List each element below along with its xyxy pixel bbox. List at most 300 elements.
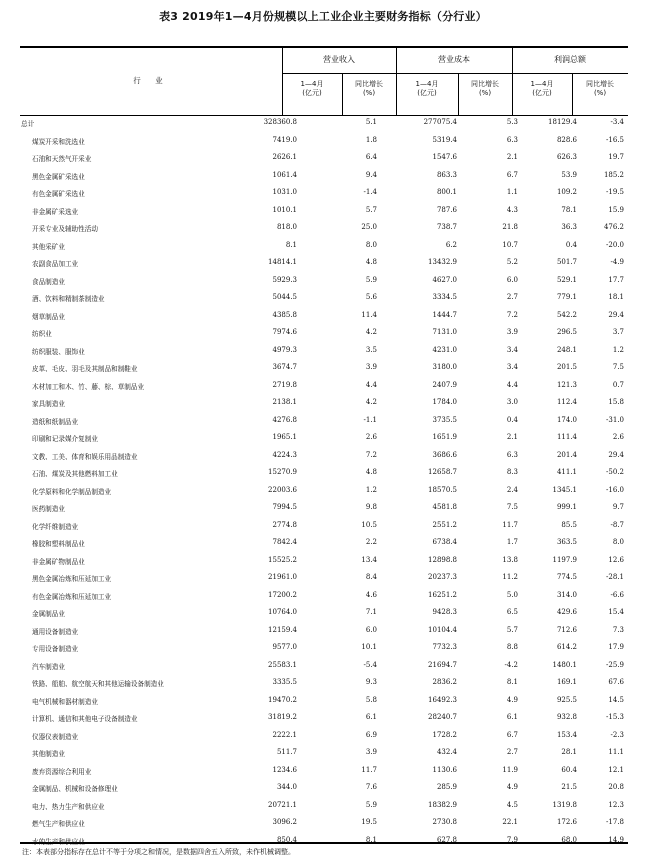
industry-name: 造纸和纸制品业 bbox=[32, 417, 79, 426]
table-row bbox=[20, 536, 628, 554]
profit-value: 169.1 bbox=[556, 678, 577, 686]
profit-growth: 8.0 bbox=[612, 538, 624, 546]
cost-growth: 5.2 bbox=[506, 258, 518, 266]
cost-growth: 7.5 bbox=[506, 503, 518, 511]
revenue-growth: 4.6 bbox=[365, 590, 377, 599]
cost-growth: 5.3 bbox=[506, 118, 518, 126]
cost-growth: 8.1 bbox=[506, 678, 518, 686]
cost-value: 9428.3 bbox=[432, 608, 457, 616]
profit-growth: 9.7 bbox=[612, 503, 624, 511]
cost-value: 627.8 bbox=[436, 835, 457, 844]
table-row bbox=[20, 326, 628, 344]
cost-value: 432.4 bbox=[436, 748, 457, 756]
table-row bbox=[20, 676, 628, 694]
revenue-value: 4385.8 bbox=[272, 310, 297, 319]
revenue-growth: -1.4 bbox=[363, 188, 377, 196]
revenue-growth: 6.0 bbox=[365, 625, 377, 634]
cost-value: 10104.4 bbox=[428, 625, 457, 634]
page-title: 表3 2019年1—4月份规模以上工业企业主要财务指标（分行业） bbox=[159, 10, 487, 23]
industry-name: 非金属矿采选业 bbox=[32, 207, 79, 216]
revenue-value: 15270.9 bbox=[268, 468, 297, 476]
profit-growth: 12.6 bbox=[608, 555, 624, 564]
cost-value: 4581.8 bbox=[432, 503, 457, 511]
industry-name: 石油、煤炭及其他燃料加工业 bbox=[32, 470, 118, 478]
cost-value: 285.9 bbox=[436, 783, 457, 791]
table-row bbox=[20, 799, 628, 817]
industry-name: 电气机械和器材制造业 bbox=[32, 697, 98, 706]
cost-growth: 1.7 bbox=[506, 538, 518, 546]
profit-growth: 14.5 bbox=[608, 695, 624, 704]
revenue-growth: 9.3 bbox=[365, 678, 377, 686]
industry-name: 燃气生产和供应业 bbox=[32, 820, 85, 828]
profit-value: 112.4 bbox=[556, 398, 577, 406]
cost-growth: 8.8 bbox=[506, 643, 518, 651]
profit-value: 21.5 bbox=[561, 783, 577, 791]
table-row bbox=[20, 764, 628, 782]
table-row bbox=[20, 169, 628, 187]
revenue-growth: 1.8 bbox=[365, 135, 377, 144]
industry-name: 木材加工和木、竹、藤、棕、草制品业 bbox=[32, 382, 145, 391]
cost-growth: 2.1 bbox=[506, 433, 518, 441]
revenue-growth: -1.1 bbox=[363, 415, 377, 424]
cost-value: 21694.7 bbox=[428, 660, 457, 669]
profit-growth: -19.5 bbox=[606, 188, 624, 196]
profit-value: 828.6 bbox=[556, 135, 577, 144]
profit-growth: 17.7 bbox=[608, 275, 624, 284]
industry-name: 纺织业 bbox=[32, 330, 52, 338]
industry-name: 煤炭开采和洗选业 bbox=[32, 137, 85, 146]
revenue-value: 2138.1 bbox=[272, 398, 297, 406]
profit-growth: 67.6 bbox=[608, 678, 624, 686]
profit-growth: 29.4 bbox=[608, 450, 624, 459]
cost-value: 1728.2 bbox=[432, 730, 457, 739]
profit-growth: -8.7 bbox=[610, 520, 624, 529]
profit-value: 925.5 bbox=[556, 695, 577, 704]
cost-growth: 4.9 bbox=[506, 695, 518, 704]
profit-growth: 2.6 bbox=[612, 433, 624, 441]
industry-name: 水的生产和供应业 bbox=[32, 837, 85, 846]
header-revenue: 营业收入 bbox=[323, 55, 355, 64]
industry-name: 黑色金属矿采选业 bbox=[32, 172, 85, 181]
profit-value: 1319.8 bbox=[552, 800, 577, 809]
cost-growth: 3.4 bbox=[506, 345, 518, 354]
table-row bbox=[20, 291, 628, 309]
revenue-growth: 6.4 bbox=[365, 153, 377, 161]
profit-value: 411.1 bbox=[556, 468, 577, 476]
profit-value: 999.1 bbox=[556, 503, 577, 511]
table-top-rule bbox=[20, 46, 628, 48]
revenue-growth: 3.9 bbox=[365, 748, 377, 756]
profit-value: 501.7 bbox=[556, 258, 577, 266]
header-industry: 行 业 bbox=[133, 76, 169, 85]
profit-value: 172.6 bbox=[556, 818, 577, 826]
cost-value: 12898.8 bbox=[428, 555, 457, 564]
profit-value: 201.5 bbox=[556, 363, 577, 371]
industry-name: 化学纤维制造业 bbox=[32, 522, 79, 531]
profit-value: 542.2 bbox=[556, 310, 577, 319]
table-row bbox=[20, 449, 628, 467]
profit-value: 712.6 bbox=[556, 625, 577, 634]
industry-name: 印刷和记录媒介复制业 bbox=[32, 435, 98, 443]
revenue-value: 2719.8 bbox=[272, 380, 297, 389]
industry-name: 电力、热力生产和供应业 bbox=[32, 802, 105, 811]
profit-growth: -2.3 bbox=[610, 730, 624, 739]
revenue-value: 7974.6 bbox=[272, 328, 297, 336]
industry-name: 食品制造业 bbox=[32, 277, 65, 286]
industry-name: 其他采矿业 bbox=[32, 242, 65, 251]
header-profit: 利润总额 bbox=[554, 55, 586, 64]
revenue-value: 850.4 bbox=[276, 835, 297, 844]
cost-value: 16492.3 bbox=[428, 695, 457, 704]
profit-value: 60.4 bbox=[561, 765, 577, 774]
profit-growth: 15.9 bbox=[608, 205, 624, 214]
header-yoy: 同比增长 (%) bbox=[586, 80, 614, 97]
table-row bbox=[20, 606, 628, 624]
industry-name: 通用设备制造业 bbox=[32, 627, 79, 636]
cost-value: 5319.4 bbox=[432, 135, 457, 144]
table-row bbox=[20, 204, 628, 222]
revenue-value: 7994.5 bbox=[272, 503, 297, 511]
table-row bbox=[20, 431, 628, 449]
revenue-growth: 8.4 bbox=[365, 573, 377, 581]
table-row bbox=[20, 221, 628, 239]
revenue-growth: 13.4 bbox=[361, 555, 377, 564]
profit-value: 85.5 bbox=[561, 520, 577, 529]
industry-name: 化学原料和化学制品制造业 bbox=[32, 487, 112, 496]
profit-value: 201.4 bbox=[556, 450, 577, 459]
cost-growth: 11.9 bbox=[502, 765, 518, 774]
table-row bbox=[20, 274, 628, 292]
revenue-growth: 4.2 bbox=[365, 328, 377, 336]
profit-value: 296.5 bbox=[556, 328, 577, 336]
revenue-value: 511.7 bbox=[276, 748, 297, 756]
table-row bbox=[20, 781, 628, 799]
revenue-value: 15525.2 bbox=[268, 555, 297, 564]
table-row bbox=[20, 554, 628, 572]
table-row bbox=[20, 379, 628, 397]
profit-value: 68.0 bbox=[561, 835, 577, 844]
cost-growth: 6.1 bbox=[506, 713, 518, 721]
profit-growth: 7.5 bbox=[612, 363, 624, 371]
revenue-value: 8.1 bbox=[285, 240, 297, 249]
revenue-value: 2626.1 bbox=[272, 153, 297, 161]
header-period: 1—4月 (亿元) bbox=[415, 80, 439, 97]
profit-growth: 7.3 bbox=[612, 625, 624, 634]
industry-name: 石油和天然气开采业 bbox=[32, 155, 92, 163]
cost-value: 2730.8 bbox=[432, 818, 457, 826]
profit-growth: 20.8 bbox=[608, 783, 624, 791]
profit-growth: 12.3 bbox=[608, 800, 624, 809]
table-row bbox=[20, 484, 628, 502]
table-row bbox=[20, 344, 628, 362]
profit-growth: 476.2 bbox=[603, 223, 624, 231]
cost-value: 13432.9 bbox=[428, 258, 457, 266]
revenue-value: 5929.3 bbox=[272, 275, 297, 284]
profit-growth: -16.0 bbox=[606, 485, 624, 494]
profit-value: 774.5 bbox=[556, 573, 577, 581]
revenue-value: 4979.3 bbox=[272, 345, 297, 354]
cost-value: 1130.6 bbox=[432, 765, 457, 774]
profit-growth: -16.5 bbox=[606, 135, 624, 144]
revenue-value: 17200.2 bbox=[268, 590, 297, 599]
revenue-value: 1061.4 bbox=[272, 170, 297, 179]
industry-name: 有色金属冶炼和压延加工业 bbox=[32, 592, 112, 601]
header-cost: 营业成本 bbox=[438, 55, 470, 64]
revenue-value: 3674.7 bbox=[272, 363, 297, 371]
cost-growth: 0.4 bbox=[506, 415, 518, 424]
cost-value: 7732.3 bbox=[432, 643, 457, 651]
revenue-growth: 7.6 bbox=[365, 783, 377, 791]
cost-value: 1547.6 bbox=[432, 153, 457, 161]
profit-growth: 15.8 bbox=[608, 398, 624, 406]
profit-growth: -6.6 bbox=[610, 590, 624, 599]
revenue-value: 7842.4 bbox=[272, 538, 297, 546]
profit-value: 429.6 bbox=[556, 608, 577, 616]
profit-growth: -4.9 bbox=[610, 258, 624, 266]
cost-value: 1784.0 bbox=[432, 398, 457, 406]
revenue-growth: 11.4 bbox=[361, 310, 377, 319]
cost-value: 1444.7 bbox=[432, 310, 457, 319]
cost-growth: 2.4 bbox=[506, 485, 518, 494]
profit-growth: -25.9 bbox=[606, 660, 624, 669]
profit-value: 78.1 bbox=[561, 205, 577, 214]
table-row bbox=[20, 134, 628, 152]
revenue-value: 1031.0 bbox=[272, 188, 297, 196]
cost-growth: -4.2 bbox=[504, 660, 518, 669]
cost-growth: 11.2 bbox=[502, 573, 518, 581]
profit-growth: 12.1 bbox=[608, 765, 624, 774]
revenue-growth: 5.8 bbox=[365, 695, 377, 704]
revenue-growth: 11.7 bbox=[361, 765, 377, 774]
cost-value: 16251.2 bbox=[428, 590, 457, 599]
cost-growth: 11.7 bbox=[502, 520, 518, 529]
cost-growth: 7.2 bbox=[506, 310, 518, 319]
revenue-growth: 5.7 bbox=[365, 205, 377, 214]
table-row bbox=[20, 816, 628, 834]
profit-value: 109.2 bbox=[556, 188, 577, 196]
industry-name: 医药制造业 bbox=[32, 505, 65, 513]
table-row bbox=[20, 624, 628, 642]
industry-name: 专用设备制造业 bbox=[32, 645, 79, 653]
cost-value: 12658.7 bbox=[428, 468, 457, 476]
cost-value: 787.6 bbox=[436, 205, 457, 214]
cost-growth: 13.8 bbox=[502, 555, 518, 564]
revenue-growth: 8.1 bbox=[365, 835, 377, 844]
profit-value: 314.0 bbox=[556, 590, 577, 599]
profit-value: 779.1 bbox=[556, 293, 577, 301]
cost-growth: 6.0 bbox=[506, 275, 518, 284]
revenue-growth: 4.4 bbox=[365, 380, 377, 389]
cost-growth: 2.1 bbox=[506, 153, 518, 161]
cost-value: 1651.9 bbox=[432, 433, 457, 441]
cost-growth: 3.9 bbox=[506, 328, 518, 336]
industry-name: 黑色金属冶炼和压延加工业 bbox=[32, 575, 112, 583]
industry-name: 汽车制造业 bbox=[32, 662, 65, 671]
cost-growth: 2.7 bbox=[506, 748, 518, 756]
cost-growth: 21.8 bbox=[502, 223, 518, 231]
revenue-growth: 19.5 bbox=[361, 818, 377, 826]
revenue-value: 818.0 bbox=[276, 223, 297, 231]
cost-value: 2836.2 bbox=[432, 678, 457, 686]
revenue-growth: 3.9 bbox=[365, 363, 377, 371]
cost-growth: 2.7 bbox=[506, 293, 518, 301]
profit-growth: 18.1 bbox=[608, 293, 624, 301]
revenue-growth: 6.1 bbox=[365, 713, 377, 721]
table-row bbox=[20, 659, 628, 677]
revenue-growth: 9.8 bbox=[365, 503, 377, 511]
profit-value: 36.3 bbox=[561, 223, 577, 231]
revenue-growth: 1.2 bbox=[365, 485, 377, 494]
table-row bbox=[20, 309, 628, 327]
header-group-rule bbox=[282, 73, 628, 74]
revenue-growth: 25.0 bbox=[361, 223, 377, 231]
cost-growth: 22.1 bbox=[502, 818, 518, 826]
profit-growth: 0.7 bbox=[612, 380, 624, 389]
cost-value: 4627.0 bbox=[432, 275, 457, 284]
revenue-value: 21961.0 bbox=[268, 573, 297, 581]
cost-growth: 3.4 bbox=[506, 363, 518, 371]
header-period: 1—4月 (亿元) bbox=[300, 80, 324, 97]
profit-growth: 11.1 bbox=[608, 748, 624, 756]
profit-value: 28.1 bbox=[561, 748, 577, 756]
revenue-value: 10764.0 bbox=[268, 608, 297, 616]
cost-value: 3686.6 bbox=[432, 450, 457, 459]
cost-value: 3180.0 bbox=[432, 363, 457, 371]
table-row bbox=[20, 151, 628, 169]
table-row bbox=[20, 466, 628, 484]
revenue-growth: 7.1 bbox=[365, 608, 377, 616]
profit-growth: 3.7 bbox=[612, 328, 624, 336]
cost-growth: 5.0 bbox=[506, 590, 518, 599]
revenue-growth: 9.4 bbox=[365, 170, 377, 179]
revenue-growth: 2.6 bbox=[365, 433, 377, 441]
industry-name: 金属制品业 bbox=[32, 610, 65, 618]
cost-growth: 4.5 bbox=[506, 800, 518, 809]
table-row bbox=[20, 396, 628, 414]
profit-value: 1345.1 bbox=[552, 485, 577, 494]
profit-growth: 29.4 bbox=[608, 310, 624, 319]
revenue-growth: 4.8 bbox=[365, 258, 377, 266]
profit-value: 529.1 bbox=[556, 275, 577, 284]
industry-name: 开采专业及辅助性活动 bbox=[32, 225, 98, 233]
profit-growth: 1.2 bbox=[612, 345, 624, 354]
footnote: 注：本表部分指标存在总计不等于分项之和情况，是数据四舍五入所致，未作机械调整。 bbox=[22, 848, 295, 856]
cost-growth: 6.3 bbox=[506, 135, 518, 144]
profit-growth: 15.4 bbox=[608, 608, 624, 616]
table-row bbox=[20, 519, 628, 537]
cost-value: 277075.4 bbox=[423, 118, 457, 126]
industry-name: 金属制品、机械和设备修理业 bbox=[32, 785, 118, 793]
revenue-growth: 4.2 bbox=[365, 398, 377, 406]
revenue-growth: 6.9 bbox=[365, 730, 377, 739]
profit-growth: -50.2 bbox=[606, 468, 624, 476]
table-row bbox=[20, 729, 628, 747]
revenue-value: 14814.1 bbox=[268, 258, 297, 266]
profit-growth: -20.0 bbox=[606, 240, 624, 249]
industry-name: 文教、工美、体育和娱乐用品制造业 bbox=[32, 452, 138, 461]
table-row bbox=[20, 361, 628, 379]
revenue-value: 5044.5 bbox=[272, 293, 297, 301]
table-row bbox=[20, 414, 628, 432]
cost-growth: 5.7 bbox=[506, 625, 518, 634]
cost-growth: 4.3 bbox=[506, 205, 518, 214]
cost-growth: 6.7 bbox=[506, 730, 518, 739]
table-row bbox=[20, 746, 628, 764]
profit-value: 53.9 bbox=[561, 170, 577, 179]
table-body bbox=[20, 116, 628, 851]
profit-growth: -3.4 bbox=[610, 118, 624, 126]
revenue-value: 3335.5 bbox=[272, 678, 297, 686]
profit-value: 614.2 bbox=[556, 643, 577, 651]
industry-name: 铁路、船舶、航空航天和其他运输设备制造业 bbox=[32, 680, 164, 688]
profit-growth: 185.2 bbox=[603, 170, 624, 179]
table-row bbox=[20, 116, 628, 134]
revenue-value: 22003.6 bbox=[268, 485, 297, 494]
profit-value: 0.4 bbox=[565, 240, 577, 249]
table-row bbox=[20, 239, 628, 257]
cost-value: 863.3 bbox=[436, 170, 457, 179]
profit-value: 153.4 bbox=[556, 730, 577, 739]
revenue-value: 19470.2 bbox=[268, 695, 297, 704]
industry-name: 橡胶和塑料制品业 bbox=[32, 540, 85, 548]
revenue-value: 4276.8 bbox=[272, 415, 297, 424]
revenue-value: 2222.1 bbox=[272, 730, 297, 739]
revenue-value: 2774.8 bbox=[272, 520, 297, 529]
cost-growth: 7.9 bbox=[506, 835, 518, 844]
revenue-value: 1965.1 bbox=[272, 433, 297, 441]
cost-value: 28240.7 bbox=[428, 713, 457, 721]
table-row bbox=[20, 256, 628, 274]
profit-growth: -17.8 bbox=[606, 818, 624, 826]
profit-value: 248.1 bbox=[556, 345, 577, 354]
revenue-growth: 5.9 bbox=[365, 800, 377, 809]
cost-value: 738.7 bbox=[436, 223, 457, 231]
industry-name: 农副食品加工业 bbox=[32, 260, 79, 268]
revenue-growth: 2.2 bbox=[365, 538, 377, 546]
cost-value: 18382.9 bbox=[428, 800, 457, 809]
cost-growth: 1.1 bbox=[506, 188, 518, 196]
revenue-growth: 4.8 bbox=[365, 468, 377, 476]
cost-value: 7131.0 bbox=[432, 328, 457, 336]
cost-value: 20237.3 bbox=[428, 573, 457, 581]
cost-value: 6738.4 bbox=[432, 538, 457, 546]
revenue-value: 1010.1 bbox=[272, 205, 297, 214]
revenue-value: 9577.0 bbox=[272, 643, 297, 651]
industry-name: 仪器仪表制造业 bbox=[32, 732, 79, 741]
revenue-growth: 5.6 bbox=[365, 293, 377, 301]
revenue-value: 25583.1 bbox=[268, 660, 297, 669]
cost-value: 2551.2 bbox=[432, 520, 457, 529]
cost-value: 4231.0 bbox=[432, 345, 457, 354]
revenue-value: 31819.2 bbox=[268, 713, 297, 721]
cost-value: 6.2 bbox=[445, 240, 457, 249]
revenue-value: 3096.2 bbox=[272, 818, 297, 826]
cost-growth: 10.7 bbox=[502, 240, 518, 249]
revenue-growth: 10.1 bbox=[361, 643, 377, 651]
cost-value: 3735.5 bbox=[432, 415, 457, 424]
table-row bbox=[20, 501, 628, 519]
profit-value: 18129.4 bbox=[548, 118, 577, 126]
profit-growth: -28.1 bbox=[606, 573, 624, 581]
header-period: 1—4月 (亿元) bbox=[530, 80, 554, 97]
profit-value: 932.8 bbox=[556, 713, 577, 721]
cost-growth: 6.5 bbox=[506, 608, 518, 616]
table-row bbox=[20, 186, 628, 204]
revenue-growth: 8.0 bbox=[365, 240, 377, 249]
profit-value: 626.3 bbox=[556, 153, 577, 161]
revenue-value: 20721.1 bbox=[268, 800, 297, 809]
profit-growth: -15.3 bbox=[606, 713, 624, 721]
